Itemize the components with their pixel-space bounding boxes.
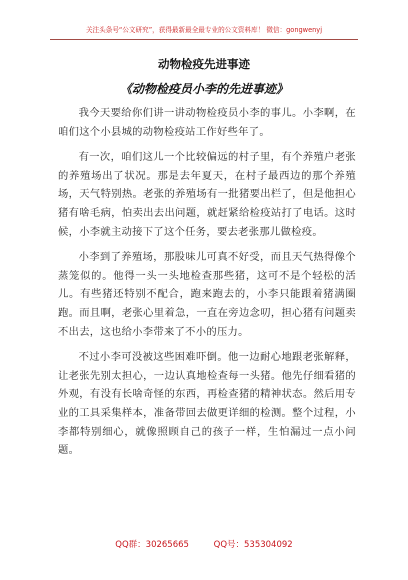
header-divider: [50, 39, 358, 40]
paragraph: 小李到了养殖场，那股味儿可真不好受，而且天气热得像个蒸笼似的。他得一头一头地检查那些猪，这可不是个轻松的活儿。有些猪还特别不配合，跑来跑去的，小李只能跟着猪满圈跑。而且啊，老张心里着急，一直在旁边念叨，担心猪有问题卖不出去，这也给小李带来了不小的压力。: [58, 250, 356, 338]
document-title: 动物检疫先进事迹: [158, 57, 250, 71]
paragraph: 不过小李可没被这些困难吓倒。他一边耐心地跟老张解释，让老张先别太担心，一边认真地检查每一头猪。他先仔细看猪的外观，有没有长啥奇怪的东西，再检查猪的精神状态。然后用专业的工具采集样本，准备带回去做更详细的检测。整个过程，小李都特别细心，就像照顾自己的孩子一样，生怕漏过一点小问题。: [58, 350, 356, 457]
footer-qq-number: QQ号：535304092: [213, 540, 293, 550]
header-note: 关注头条号“公文研究”，获得最新最全最专业的公文资料库！ 微信：gongwenyj: [85, 26, 323, 34]
document-body: [58, 104, 356, 467]
paragraph: 我今天要给你们讲一讲动物检疫员小李的事儿。小李啊，在咱们这个小县城的动物检疫站工作好些年了。: [58, 107, 356, 138]
paragraph: 有一次，咱们这儿一个比较偏远的村子里，有个养殖户老张的养殖场出了状况。那是去年夏天，在村子最西边的那个养殖场，天气特别热。老张的养殖场有一批猪要出栏了，但是他担心猪有啥毛病，怕卖出去出问题，就赶紧给检疫站打了电话。这时候，小李就主动接下了这个任务，要去老张那儿做检疫。: [58, 150, 356, 238]
document-subtitle: 《动物检疫员小李的先进事迹》: [119, 82, 288, 96]
footer-qq-group: QQ群：30265665: [115, 540, 189, 550]
footer: [0, 538, 408, 550]
